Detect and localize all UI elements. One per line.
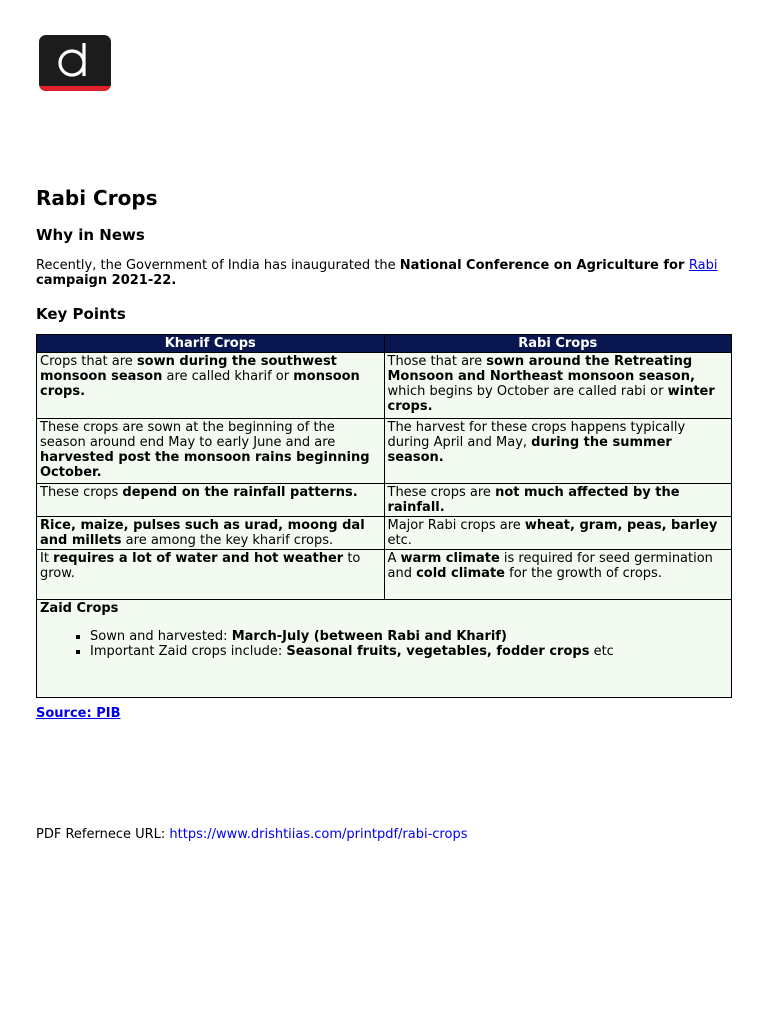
- text-segment: for the growth of crops.: [505, 566, 662, 581]
- logo-d-icon: [39, 35, 111, 91]
- drishti-logo: [39, 35, 111, 91]
- bold-text: not much affected by the rainfall.: [387, 485, 680, 515]
- crops-comparison-table: [36, 334, 732, 698]
- bold-text: Rice, maize, pulses such as urad, moong dal and millets: [40, 518, 365, 548]
- text-segment: Major Rabi crops are: [387, 518, 525, 533]
- text-segment: which begins by October are called rabi or: [387, 384, 668, 399]
- bold-text: wheat, gram, peas, barley: [524, 518, 718, 533]
- text-segment: Important Zaid crops include:: [90, 644, 287, 659]
- text-segment: Sown and harvested:: [90, 629, 232, 644]
- kharif-header: Kharif Crops: [37, 335, 385, 353]
- zaid-heading: Zaid Crops: [40, 601, 119, 616]
- text-segment: A: [387, 551, 401, 566]
- zaid-row: [37, 600, 732, 698]
- text-segment: is required for seed germination and: [387, 551, 713, 581]
- pdf-label: PDF Refernece URL:: [36, 827, 170, 842]
- bold-text: cold climate: [416, 566, 505, 581]
- rabi-cell: [384, 484, 732, 517]
- rabi-cell: [384, 550, 732, 600]
- zaid-list: [40, 629, 728, 659]
- key-points-heading: Key Points: [36, 305, 126, 323]
- rabi-link[interactable]: Rabi: [688, 258, 718, 273]
- kharif-cell: [37, 484, 385, 517]
- text-segment: The harvest for these crops happens typically during April and May,: [387, 420, 686, 450]
- bold-text: March-July (between Rabi and Kharif): [231, 629, 507, 644]
- text-segment: It: [40, 551, 54, 566]
- zaid-cell: [37, 600, 732, 698]
- bold-text: harvested post the monsoon rains beginning October.: [40, 450, 370, 480]
- table-row: [37, 419, 732, 484]
- text-segment: These crops: [40, 485, 123, 500]
- table-row: [37, 484, 732, 517]
- page-title: Rabi Crops: [36, 186, 158, 210]
- intro-suffix: campaign 2021-22.: [36, 273, 177, 288]
- text-segment: are called kharif or: [162, 369, 294, 384]
- table-row: [37, 517, 732, 550]
- table-header-row: [37, 335, 732, 353]
- source-link[interactable]: Source: PIB: [36, 706, 121, 721]
- bold-text: monsoon crops.: [40, 369, 360, 399]
- text-segment: These crops are sown at the beginning of the season around end May to early June and are: [40, 420, 336, 450]
- intro-paragraph: [36, 258, 726, 288]
- text-segment: etc.: [387, 533, 412, 548]
- bold-text: depend on the rainfall patterns.: [122, 485, 358, 500]
- logo-red-bar: [39, 86, 111, 91]
- kharif-cell: [37, 550, 385, 600]
- bold-text: during the summer season.: [387, 435, 672, 465]
- intro-prefix: Recently, the Government of India has inaugurated the: [36, 258, 400, 273]
- kharif-cell: [37, 419, 385, 484]
- bold-text: winter crops.: [387, 384, 715, 414]
- text-segment: are among the key kharif crops.: [121, 533, 334, 548]
- text-segment: Those that are: [387, 354, 487, 369]
- rabi-cell: [384, 419, 732, 484]
- table-row: [37, 550, 732, 600]
- table-row: [37, 353, 732, 419]
- bold-text: Seasonal fruits, vegetables, fodder crops: [286, 644, 590, 659]
- rabi-cell: [384, 353, 732, 419]
- pdf-reference: [36, 827, 467, 842]
- list-item: [90, 629, 728, 644]
- source-line: [36, 706, 120, 721]
- list-item: [90, 644, 728, 659]
- rabi-header: Rabi Crops: [384, 335, 732, 353]
- bold-text: warm climate: [400, 551, 500, 566]
- intro-bold: National Conference on Agriculture for: [399, 258, 689, 273]
- bold-text: sown around the Retreating Monsoon and Northeast monsoon season,: [387, 354, 695, 384]
- text-segment: etc: [589, 644, 614, 659]
- bold-text: sown during the southwest monsoon season: [40, 354, 337, 384]
- rabi-cell: [384, 517, 732, 550]
- kharif-cell: [37, 353, 385, 419]
- kharif-cell: [37, 517, 385, 550]
- why-in-news-heading: Why in News: [36, 226, 145, 244]
- bold-text: requires a lot of water and hot weather: [53, 551, 344, 566]
- pdf-url-link[interactable]: https://www.drishtiias.com/printpdf/rabi-crops: [169, 827, 468, 842]
- text-segment: to grow.: [40, 551, 361, 581]
- text-segment: These crops are: [387, 485, 496, 500]
- text-segment: Crops that are: [40, 354, 137, 369]
